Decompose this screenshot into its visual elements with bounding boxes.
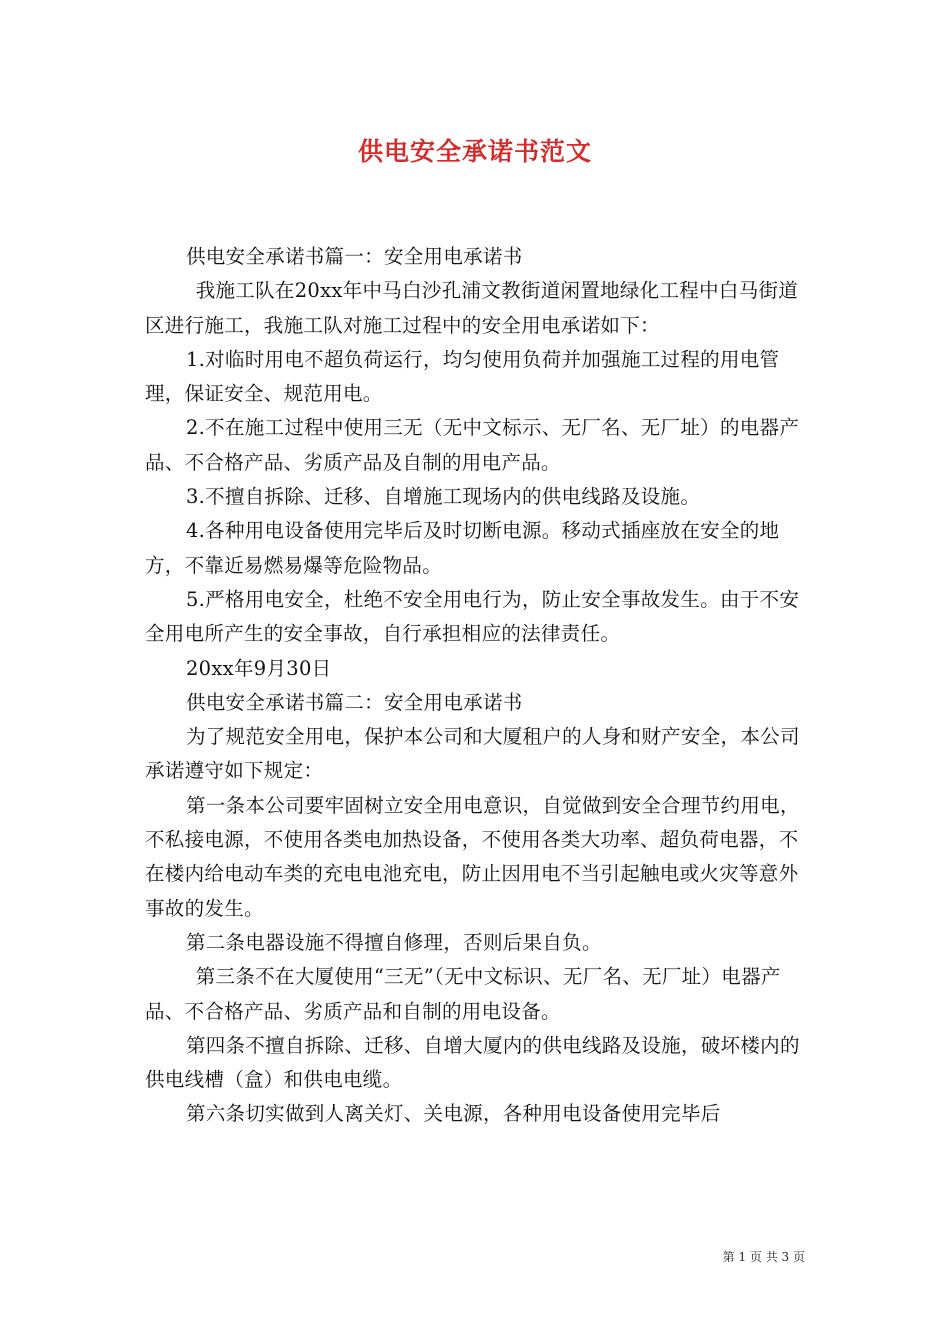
article-item: 第三条不在大厦使用“三无”（无中文标识、无厂名、无厂址）电器产品、不合格产品、劣质产品和自制的用电设备。: [145, 965, 781, 1023]
document-body: [145, 240, 815, 1132]
list-item: 2.不在施工过程中使用三无（无中文标示、无厂名、无厂址）的电器产品、不合格产品、劣质产品及自制的用电产品。: [145, 416, 800, 474]
date-line: 20xx年9月30日: [185, 656, 332, 680]
article-item: 第一条本公司要牢固树立安全用电意识，自觉做到安全合理节约用电，不私接电源，不使用各类电加热设备，不使用各类大功率、超负荷电器，不在楼内给电动车类的充电电池充电，防止因用电不当引起触电或火灾等意外事故的发生。: [145, 793, 800, 920]
article-item: 第四条不擅自拆除、迁移、自增大厦内的供电线路及设施，破坏楼内的供电线槽（盒）和供电电缆。: [145, 1033, 800, 1092]
paragraph: 为了规范安全用电，保护本公司和大厦租户的人身和财产安全，本公司承诺遵守如下规定：: [145, 725, 800, 783]
section-heading: 供电安全承诺书篇二：安全用电承诺书: [185, 690, 523, 714]
document-title: 供电安全承诺书范文: [357, 137, 592, 166]
list-item: 4.各种用电设备使用完毕后及时切断电源。移动式插座放在安全的地方，不靠近易燃易爆等危险物品。: [145, 519, 780, 577]
page-number: 第 1 页 共 3 页: [722, 1250, 805, 1264]
article-item: 第六条切实做到人离关灯、关电源，各种用电设备使用完毕后: [185, 1102, 721, 1126]
paragraph: 我施工队在20xx年中马白沙孔浦文教街道闲置地绿化工程中白马街道区进行施工，我施工队对施工过程中的安全用电承诺如下：: [145, 279, 799, 337]
section-heading: 供电安全承诺书篇一：安全用电承诺书: [185, 245, 523, 268]
list-item: 1.对临时用电不超负荷运行，均匀使用负荷并加强施工过程的用电管理，保证安全、规范用电。: [145, 347, 780, 406]
list-item: 3.不擅自拆除、迁移、自增施工现场内的供电线路及设施。: [185, 485, 701, 509]
list-item: 5.严格用电安全，杜绝不安全用电行为，防止安全事故发生。由于不安全用电所产生的安全事故，自行承担相应的法律责任。: [145, 587, 800, 646]
article-item: 第二条电器设施不得擅自修理，否则后果自负。: [185, 930, 602, 954]
